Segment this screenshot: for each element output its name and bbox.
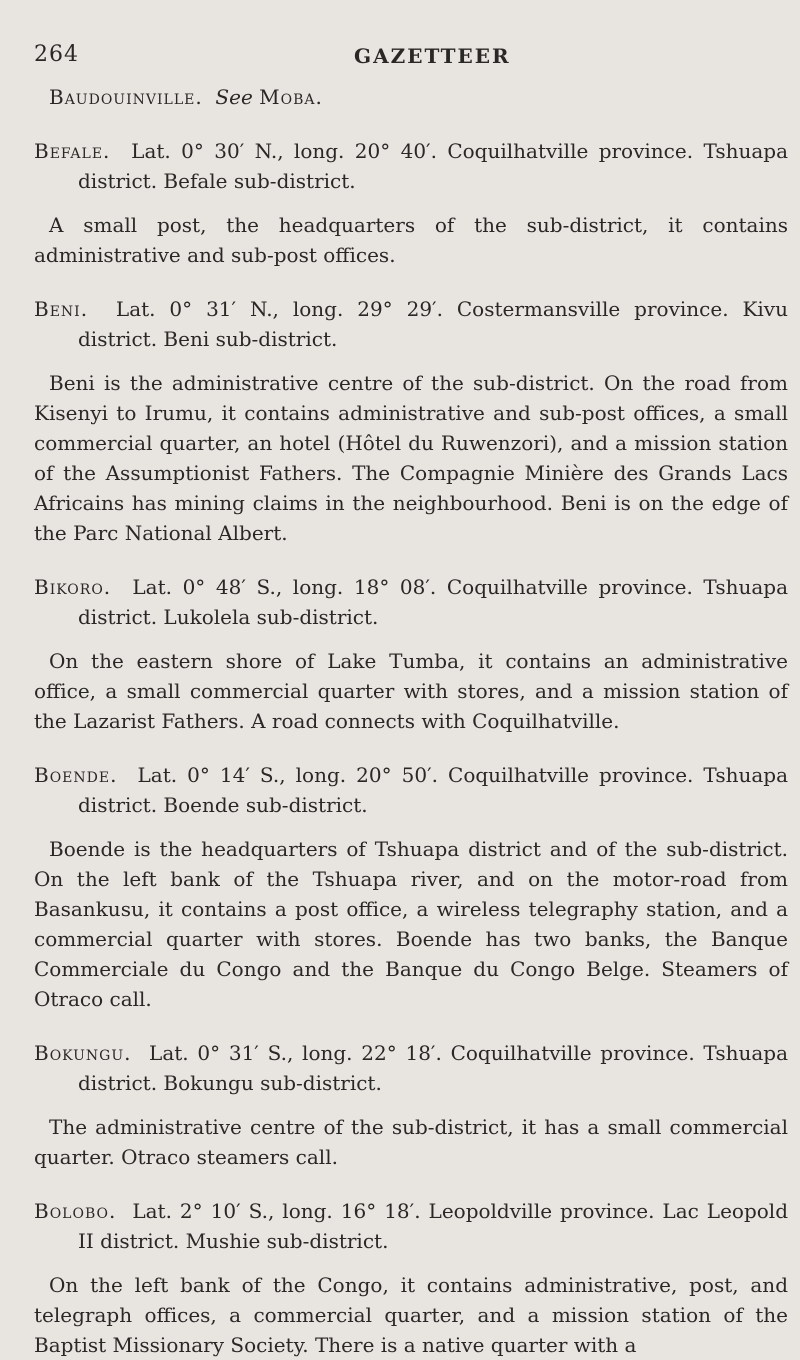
cross-reference-entry (34, 82, 788, 112)
page-header (34, 42, 788, 78)
entry-name: Bolobo. (34, 1199, 117, 1223)
entry-headline (34, 760, 788, 820)
running-title: GAZETTEER (354, 44, 511, 68)
entry-headline (34, 294, 788, 354)
entry-location: Lat. 0° 31′ N., long. 29° 29′. Costermansville province. Kivu district. Beni sub-district. (78, 297, 788, 351)
gazetteer-entry-beni (34, 294, 788, 548)
entry-name: Bokungu. (34, 1041, 132, 1065)
gazetteer-entry-bokungu (34, 1038, 788, 1172)
entry-headline (34, 136, 788, 196)
gazetteer-entry-bolobo (34, 1196, 788, 1360)
entry-location: Lat. 0° 30′ N., long. 20° 40′. Coquilhatville province. Tshuapa district. Befale sub-district. (78, 139, 789, 193)
see-label: See (215, 85, 253, 109)
entry-headline (34, 1196, 788, 1256)
entry-name: Boende. (34, 763, 118, 787)
entry-headline (34, 572, 788, 632)
entry-name: Beni. (34, 297, 89, 321)
entry-location: Lat. 2° 10′ S., long. 16° 18′. Leopoldville province. Lac Leopold II district. Mushie sub-district. (78, 1199, 789, 1253)
page-number: 264 (34, 42, 79, 67)
entry-name: Bikoro. (34, 575, 112, 599)
gazetteer-entry-boende (34, 760, 788, 1014)
gazetteer-page (34, 42, 788, 1360)
entry-headline (34, 1038, 788, 1098)
entry-description: Boende is the headquarters of Tshuapa district and of the sub-district. On the left bank of the Tshuapa river, and on the motor-road from Basankusu, it contains a post office, a wireless telegraphy station, and a commercial quarter with stores. Boende has two banks, the Banque Commerciale du Congo and the Banque du Congo Belge. Steamers of Otraco call. (34, 837, 788, 1011)
entry-name: Baudouinville. (49, 85, 203, 109)
gazetteer-entry-befale (34, 136, 788, 270)
entry-description: A small post, the headquarters of the sub-district, it contains administrative and sub-post offices. (34, 213, 788, 267)
entry-location: Lat. 0° 31′ S., long. 22° 18′. Coquilhatville province. Tshuapa district. Bokungu sub-district. (78, 1041, 788, 1095)
entry-name: Befale. (34, 139, 111, 163)
entry-description: The administrative centre of the sub-district, it has a small commercial quarter. Otraco steamers call. (34, 1115, 788, 1169)
entry-location: Lat. 0° 14′ S., long. 20° 50′. Coquilhatville province. Tshuapa district. Boende sub-district. (78, 763, 788, 817)
cross-reference-target: Moba. (259, 85, 323, 109)
entry-description: Beni is the administrative centre of the sub-district. On the road from Kisenyi to Irumu, it contains administrative and sub-post offices, a small commercial quarter, an hotel (Hôtel du Ruwenzori), and a mission station of the Assumptionist Fathers. The Compagnie Minière des Grands Lacs Africains has mining claims in the neighbourhood. Beni is on the edge of the Parc National Albert. (34, 371, 788, 545)
entry-description: On the left bank of the Congo, it contains administrative, post, and telegraph offices, a commercial quarter, and a mission station of the Baptist Missionary Society. There is a native quarter with a (34, 1273, 788, 1357)
entry-description: On the eastern shore of Lake Tumba, it contains an administrative office, a small commercial quarter with stores, and a mission station of the Lazarist Fathers. A road connects with Coquilhatville. (34, 649, 788, 733)
gazetteer-entry-bikoro (34, 572, 788, 736)
entry-location: Lat. 0° 48′ S., long. 18° 08′. Coquilhatville province. Tshuapa district. Lukolela sub-district. (78, 575, 788, 629)
